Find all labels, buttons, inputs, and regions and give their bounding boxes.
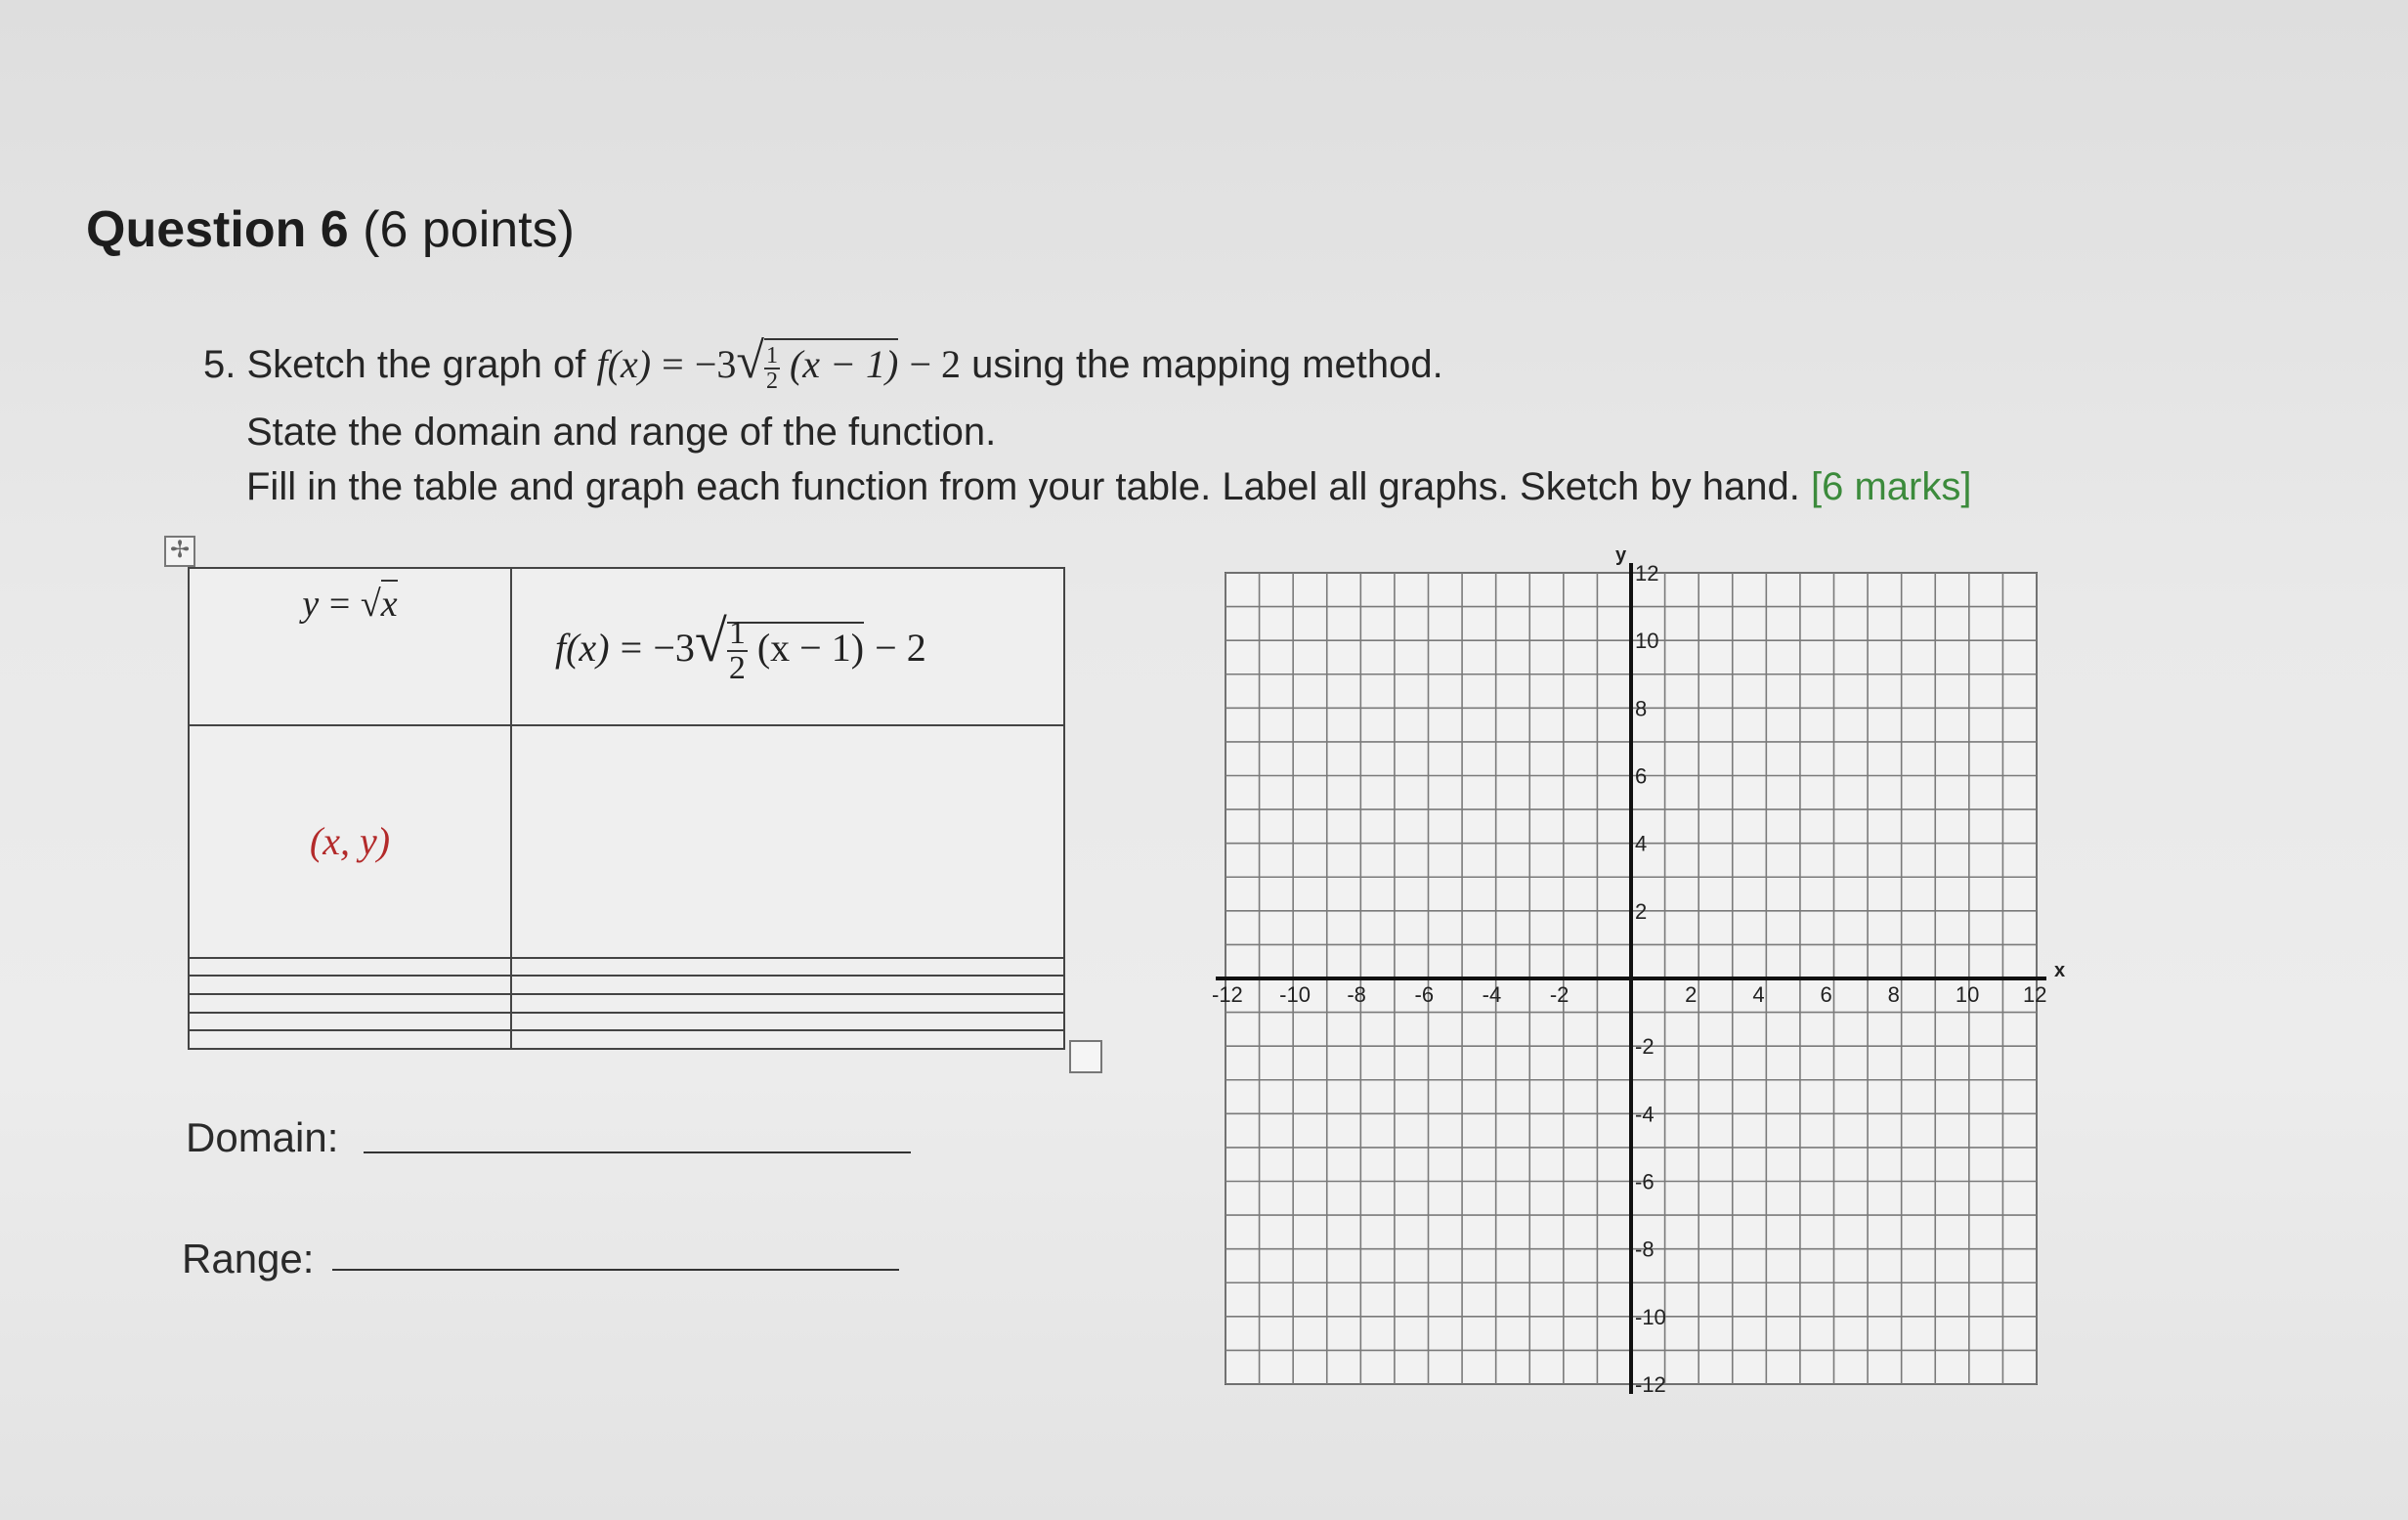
sqrt-sign: √: [694, 608, 727, 673]
question-number: Question 6: [86, 201, 349, 258]
x-tick-label: -12: [1212, 982, 1243, 1007]
prompt-fn-lhs: f(x): [596, 342, 652, 386]
prompt-fn-eq: =: [662, 342, 684, 386]
table-cell[interactable]: [189, 725, 511, 958]
x-tick-label: -6: [1414, 982, 1435, 1007]
parent-fn-arg: x: [381, 580, 398, 625]
x-tick-label: 4: [1752, 982, 1765, 1007]
y-tick-label: -10: [1635, 1304, 1666, 1329]
table-header-parent: [189, 568, 511, 725]
y-tick-label: 4: [1635, 831, 1648, 856]
transformed-fn-eq: =: [620, 625, 643, 670]
x-tick-label: 12: [2023, 982, 2047, 1007]
prompt-line-1: [203, 332, 1443, 393]
range-label: Range:: [182, 1236, 315, 1281]
table-cell[interactable]: [189, 1013, 511, 1031]
transformed-radicand: [727, 615, 865, 687]
marks-badge: [6 marks]: [1811, 465, 1972, 508]
y-tick-label: 2: [1635, 898, 1648, 924]
x-tick-label: 8: [1887, 982, 1900, 1007]
x-tick-label: 2: [1685, 982, 1698, 1007]
transformed-fn-tail: − 2: [875, 625, 926, 670]
x-tick-label: -8: [1347, 982, 1366, 1007]
question-points: (6 points): [363, 201, 575, 258]
table-header-transformed: [511, 568, 1064, 725]
y-tick-label: -2: [1635, 1034, 1655, 1060]
table-row: [189, 1030, 1064, 1049]
prompt-text-before: Sketch the graph of: [246, 343, 586, 386]
prompt-text-after: using the mapping method.: [971, 343, 1443, 386]
transformed-fn-lhs: f(x): [555, 625, 610, 670]
x-tick-label: 10: [1955, 982, 1980, 1007]
y-tick-label: -8: [1635, 1237, 1655, 1262]
x-tick-label: -2: [1549, 982, 1570, 1007]
transformed-fn-coef: −3: [653, 625, 695, 670]
table-row: [189, 994, 1064, 1013]
table-cell[interactable]: [189, 994, 511, 1013]
parent-fn-eq: =: [328, 584, 351, 625]
y-tick-label: -12: [1635, 1372, 1666, 1397]
y-tick-label: -6: [1635, 1169, 1655, 1194]
y-tick-label: -4: [1635, 1102, 1655, 1127]
table-cell[interactable]: [511, 994, 1064, 1013]
table-cell[interactable]: [189, 958, 511, 977]
domain-answer-line[interactable]: [364, 1151, 911, 1153]
prompt-line-3: [246, 465, 1971, 509]
x-tick-label: 6: [1820, 982, 1832, 1007]
x-tick-label: -10: [1279, 982, 1311, 1007]
transformed-frac-num: 1: [728, 615, 746, 652]
table-cell[interactable]: [511, 725, 1064, 958]
prompt-fn-tail: − 2: [909, 342, 962, 386]
resize-handle-icon[interactable]: [1069, 1040, 1102, 1073]
table-row: [189, 976, 1064, 994]
table-cell[interactable]: [511, 1013, 1064, 1031]
prompt-fn-inner: (x − 1): [789, 342, 899, 386]
sqrt-sign: √: [360, 584, 381, 625]
range-answer-line[interactable]: [332, 1269, 899, 1271]
prompt-line-2: State the domain and range of the function.: [246, 411, 997, 454]
table-cell[interactable]: [189, 976, 511, 994]
table-row: [189, 1013, 1064, 1031]
xy-label: (x, y): [309, 819, 391, 864]
coordinate-grid[interactable]: [1196, 543, 2066, 1404]
parent-fn-lhs: y: [302, 584, 320, 625]
table-row: [189, 725, 1064, 958]
table-row: [189, 958, 1064, 977]
prompt-frac-num: 1: [765, 342, 778, 369]
table-cell[interactable]: [511, 976, 1064, 994]
prompt-number: 5.: [203, 343, 236, 386]
domain-label: Domain:: [186, 1114, 339, 1160]
transformed-frac-den: 2: [728, 650, 746, 687]
prompt-frac-den: 2: [765, 368, 778, 394]
sqrt-sign: √: [736, 333, 764, 389]
table-cell[interactable]: [511, 1030, 1064, 1049]
x-tick-label: -4: [1482, 982, 1502, 1007]
mapping-table: [188, 567, 1065, 1050]
table-cell[interactable]: [189, 1030, 511, 1049]
table-cell[interactable]: [511, 958, 1064, 977]
question-title: [86, 200, 575, 259]
move-handle-icon[interactable]: ✢: [164, 536, 195, 567]
y-tick-label: 10: [1635, 629, 1659, 654]
prompt-fn-coef: −3: [694, 342, 737, 386]
transformed-fn-inner: (x − 1): [756, 625, 865, 670]
y-tick-label: 6: [1635, 763, 1648, 789]
x-axis-label: x: [2054, 960, 2066, 981]
y-axis-label: y: [1615, 544, 1627, 566]
y-tick-label: 12: [1635, 561, 1659, 586]
prompt-radicand: [764, 338, 899, 394]
prompt-line-3-text: Fill in the table and graph each function from your table. Label all graphs. Sketch by hand.: [246, 465, 1800, 508]
y-tick-label: 8: [1635, 696, 1648, 721]
